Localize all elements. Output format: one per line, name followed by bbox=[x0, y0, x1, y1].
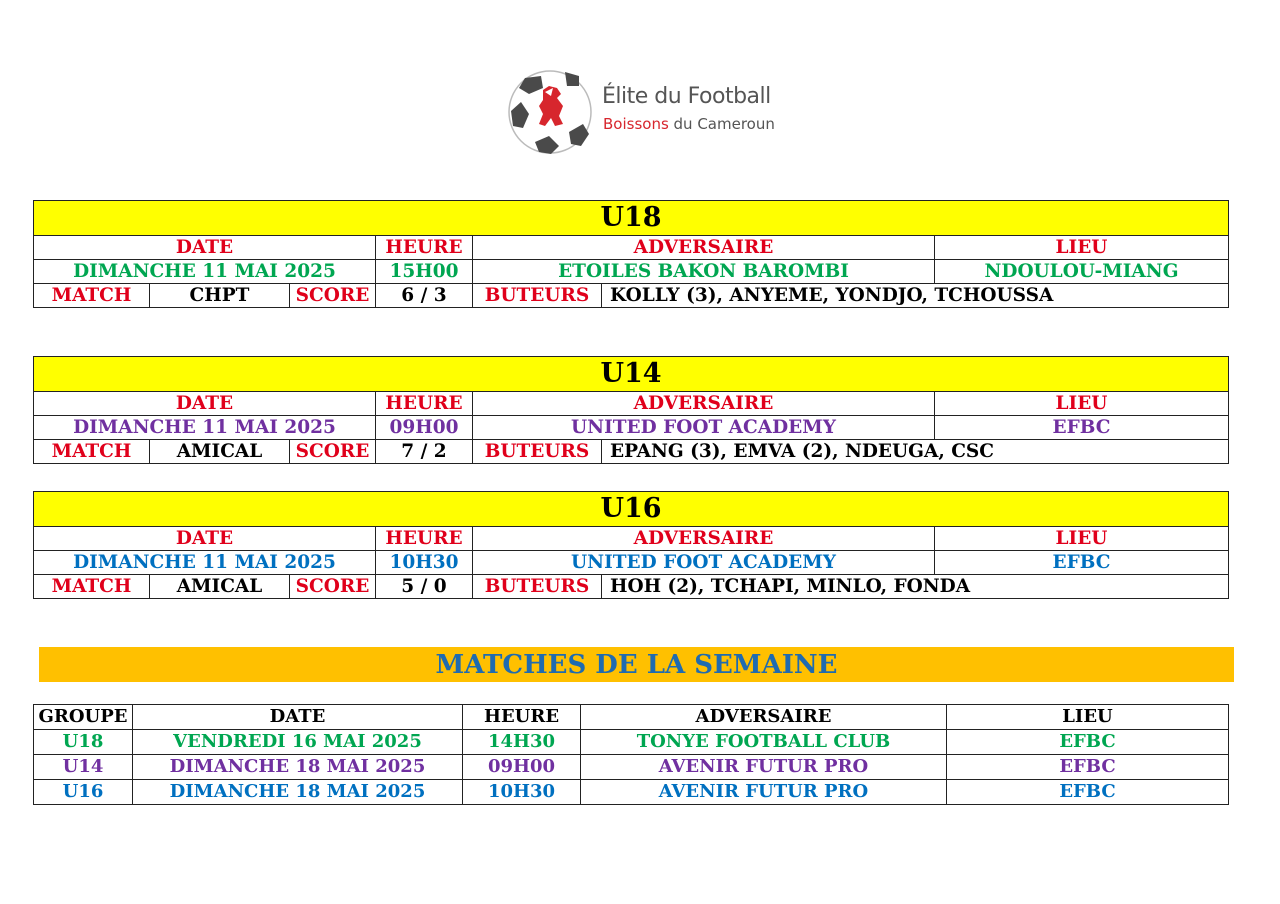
weekly-schedule bbox=[33, 704, 1228, 805]
scorers: HOH (2), TCHAPI, MINLO, FONDA bbox=[602, 575, 1229, 599]
cell-adversaire: AVENIR FUTUR PRO bbox=[581, 755, 947, 780]
col-header-lieu: LIEU bbox=[947, 705, 1229, 730]
match-label: MATCH bbox=[34, 575, 150, 599]
cell-lieu: EFBC bbox=[947, 730, 1229, 755]
match-type: CHPT bbox=[150, 284, 290, 308]
opponent: ETOILES BAKON BAROMBI bbox=[473, 260, 935, 284]
heure-label: HEURE bbox=[376, 236, 473, 260]
soccer-ball-lion-icon bbox=[505, 66, 600, 161]
lieu-label: LIEU bbox=[935, 236, 1229, 260]
adversaire-label: ADVERSAIRE bbox=[473, 527, 935, 551]
match-time: 10H30 bbox=[376, 551, 473, 575]
buteurs-label: BUTEURS bbox=[473, 575, 602, 599]
logo-line2-brand: Boissons bbox=[603, 115, 669, 133]
cell-date: DIMANCHE 18 MAI 2025 bbox=[133, 755, 463, 780]
score-value: 7 / 2 bbox=[376, 440, 473, 464]
col-header-groupe: GROUPE bbox=[34, 705, 133, 730]
heure-label: HEURE bbox=[376, 392, 473, 416]
cell-groupe: U14 bbox=[34, 755, 133, 780]
scorers: EPANG (3), EMVA (2), NDEUGA, CSC bbox=[602, 440, 1229, 464]
score-value: 5 / 0 bbox=[376, 575, 473, 599]
cell-lieu: EFBC bbox=[947, 755, 1229, 780]
match-label: MATCH bbox=[34, 440, 150, 464]
date-label: DATE bbox=[34, 527, 376, 551]
match-label: MATCH bbox=[34, 284, 150, 308]
results-u14 bbox=[33, 356, 1228, 464]
cell-date: DIMANCHE 18 MAI 2025 bbox=[133, 780, 463, 805]
logo-line2-rest: du Cameroun bbox=[668, 115, 775, 133]
col-header-heure: HEURE bbox=[463, 705, 581, 730]
group-title: U14 bbox=[34, 357, 1229, 392]
match-date: DIMANCHE 11 MAI 2025 bbox=[34, 551, 376, 575]
lieu-label: LIEU bbox=[935, 392, 1229, 416]
weekly-title: MATCHES DE LA SEMAINE bbox=[39, 647, 1234, 682]
score-label: SCORE bbox=[290, 575, 376, 599]
results-u16 bbox=[33, 491, 1228, 599]
opponent: UNITED FOOT ACADEMY bbox=[473, 416, 935, 440]
cell-heure: 14H30 bbox=[463, 730, 581, 755]
match-time: 15H00 bbox=[376, 260, 473, 284]
cell-groupe: U18 bbox=[34, 730, 133, 755]
score-label: SCORE bbox=[290, 284, 376, 308]
match-type: AMICAL bbox=[150, 440, 290, 464]
adversaire-label: ADVERSAIRE bbox=[473, 236, 935, 260]
score-value: 6 / 3 bbox=[376, 284, 473, 308]
buteurs-label: BUTEURS bbox=[473, 440, 602, 464]
cell-lieu: EFBC bbox=[947, 780, 1229, 805]
buteurs-label: BUTEURS bbox=[473, 284, 602, 308]
table-row bbox=[34, 780, 1229, 805]
weekly-header-row bbox=[34, 705, 1229, 730]
cell-adversaire: TONYE FOOTBALL CLUB bbox=[581, 730, 947, 755]
score-label: SCORE bbox=[290, 440, 376, 464]
scorers: KOLLY (3), ANYEME, YONDJO, TCHOUSSA bbox=[602, 284, 1229, 308]
cell-groupe: U16 bbox=[34, 780, 133, 805]
opponent: UNITED FOOT ACADEMY bbox=[473, 551, 935, 575]
cell-adversaire: AVENIR FUTUR PRO bbox=[581, 780, 947, 805]
date-label: DATE bbox=[34, 392, 376, 416]
adversaire-label: ADVERSAIRE bbox=[473, 392, 935, 416]
col-header-date: DATE bbox=[133, 705, 463, 730]
heure-label: HEURE bbox=[376, 527, 473, 551]
match-date: DIMANCHE 11 MAI 2025 bbox=[34, 416, 376, 440]
table-row bbox=[34, 755, 1229, 780]
cell-heure: 09H00 bbox=[463, 755, 581, 780]
lieu-label: LIEU bbox=[935, 527, 1229, 551]
match-type: AMICAL bbox=[150, 575, 290, 599]
venue: NDOULOU-MIANG bbox=[935, 260, 1229, 284]
logo-line2 bbox=[603, 115, 775, 133]
table-row bbox=[34, 730, 1229, 755]
col-header-adversaire: ADVERSAIRE bbox=[581, 705, 947, 730]
logo bbox=[505, 66, 795, 162]
cell-date: VENDREDI 16 MAI 2025 bbox=[133, 730, 463, 755]
group-title: U16 bbox=[34, 492, 1229, 527]
match-date: DIMANCHE 11 MAI 2025 bbox=[34, 260, 376, 284]
venue: EFBC bbox=[935, 416, 1229, 440]
logo-line1: Élite du Football bbox=[602, 84, 771, 109]
results-u18 bbox=[33, 200, 1228, 308]
date-label: DATE bbox=[34, 236, 376, 260]
match-time: 09H00 bbox=[376, 416, 473, 440]
group-title: U18 bbox=[34, 201, 1229, 236]
cell-heure: 10H30 bbox=[463, 780, 581, 805]
venue: EFBC bbox=[935, 551, 1229, 575]
